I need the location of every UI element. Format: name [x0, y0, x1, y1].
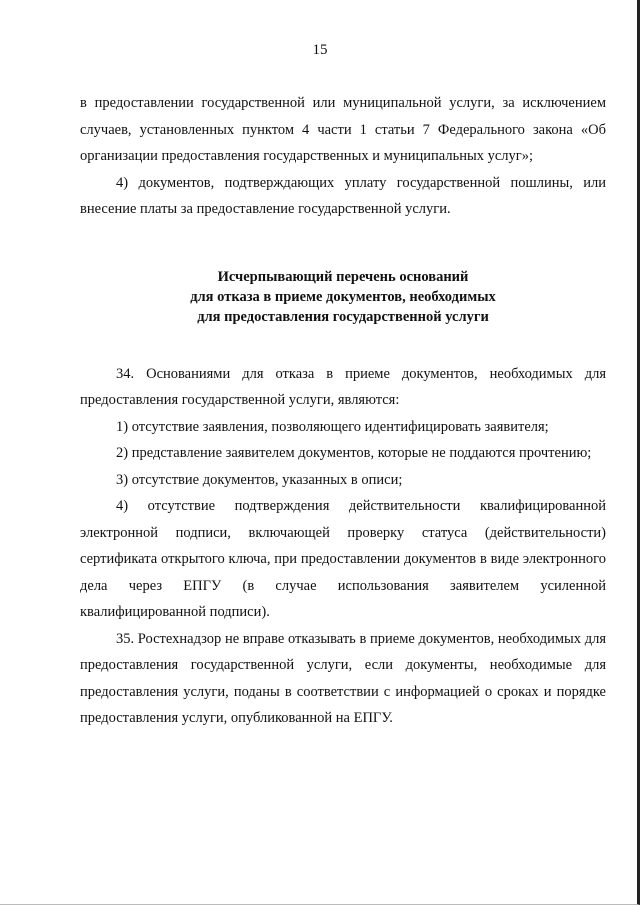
- section-heading-line: Исчерпывающий перечень оснований: [217, 268, 469, 285]
- paragraph-34: 34. Основаниями для отказа в приеме документов, необходимых для предоставления государственной услуги, являются:: [80, 365, 606, 408]
- paragraph-34-item-4: 4) отсутствие подтверждения действительности квалифицированной электронной подписи, включающей проверку статуса (действительности) сертификата открытого ключа, при предоставлении документов в виде электронного дела через ЕПГУ (в случае использования заявителем усиленной квалифицированной подписи).: [80, 498, 606, 620]
- paragraph-35: 35. Ростехнадзор не вправе отказывать в приеме документов, необходимых для предоставления государственной услуги, если документы, необходимые для предоставления услуги, поданы в соответствии с информацией о сроках и порядке предоставления услуги, опубликованной на ЕПГУ.: [80, 630, 606, 726]
- paragraph-34-item-2: 2) представление заявителем документов, которые не поддаются прочтению;: [116, 445, 592, 461]
- section-heading-line: для отказа в приеме документов, необходимых: [190, 288, 496, 305]
- paragraph-34-item-1: 1) отсутствие заявления, позволяющего идентифицировать заявителя;: [116, 418, 549, 435]
- section-heading: [80, 267, 606, 327]
- paragraph-34-item-3: 3) отсутствие документов, указанных в описи;: [116, 471, 403, 488]
- paragraph-continuation: в предоставлении государственной или муниципальной услуги, за исключением случаев, установленных пунктом 4 части 1 статьи 7 Федерального закона «Об организации предоставления государственных и муниципальных услуг»;: [80, 95, 606, 164]
- section-heading-line: для предоставления государственной услуги: [197, 308, 489, 325]
- paragraph-item-4: 4) документов, подтверждающих уплату государственной пошлины, или внесение платы за предоставление государственной услуги.: [80, 174, 606, 217]
- document-body: [80, 90, 606, 732]
- page-number: 15: [312, 42, 328, 58]
